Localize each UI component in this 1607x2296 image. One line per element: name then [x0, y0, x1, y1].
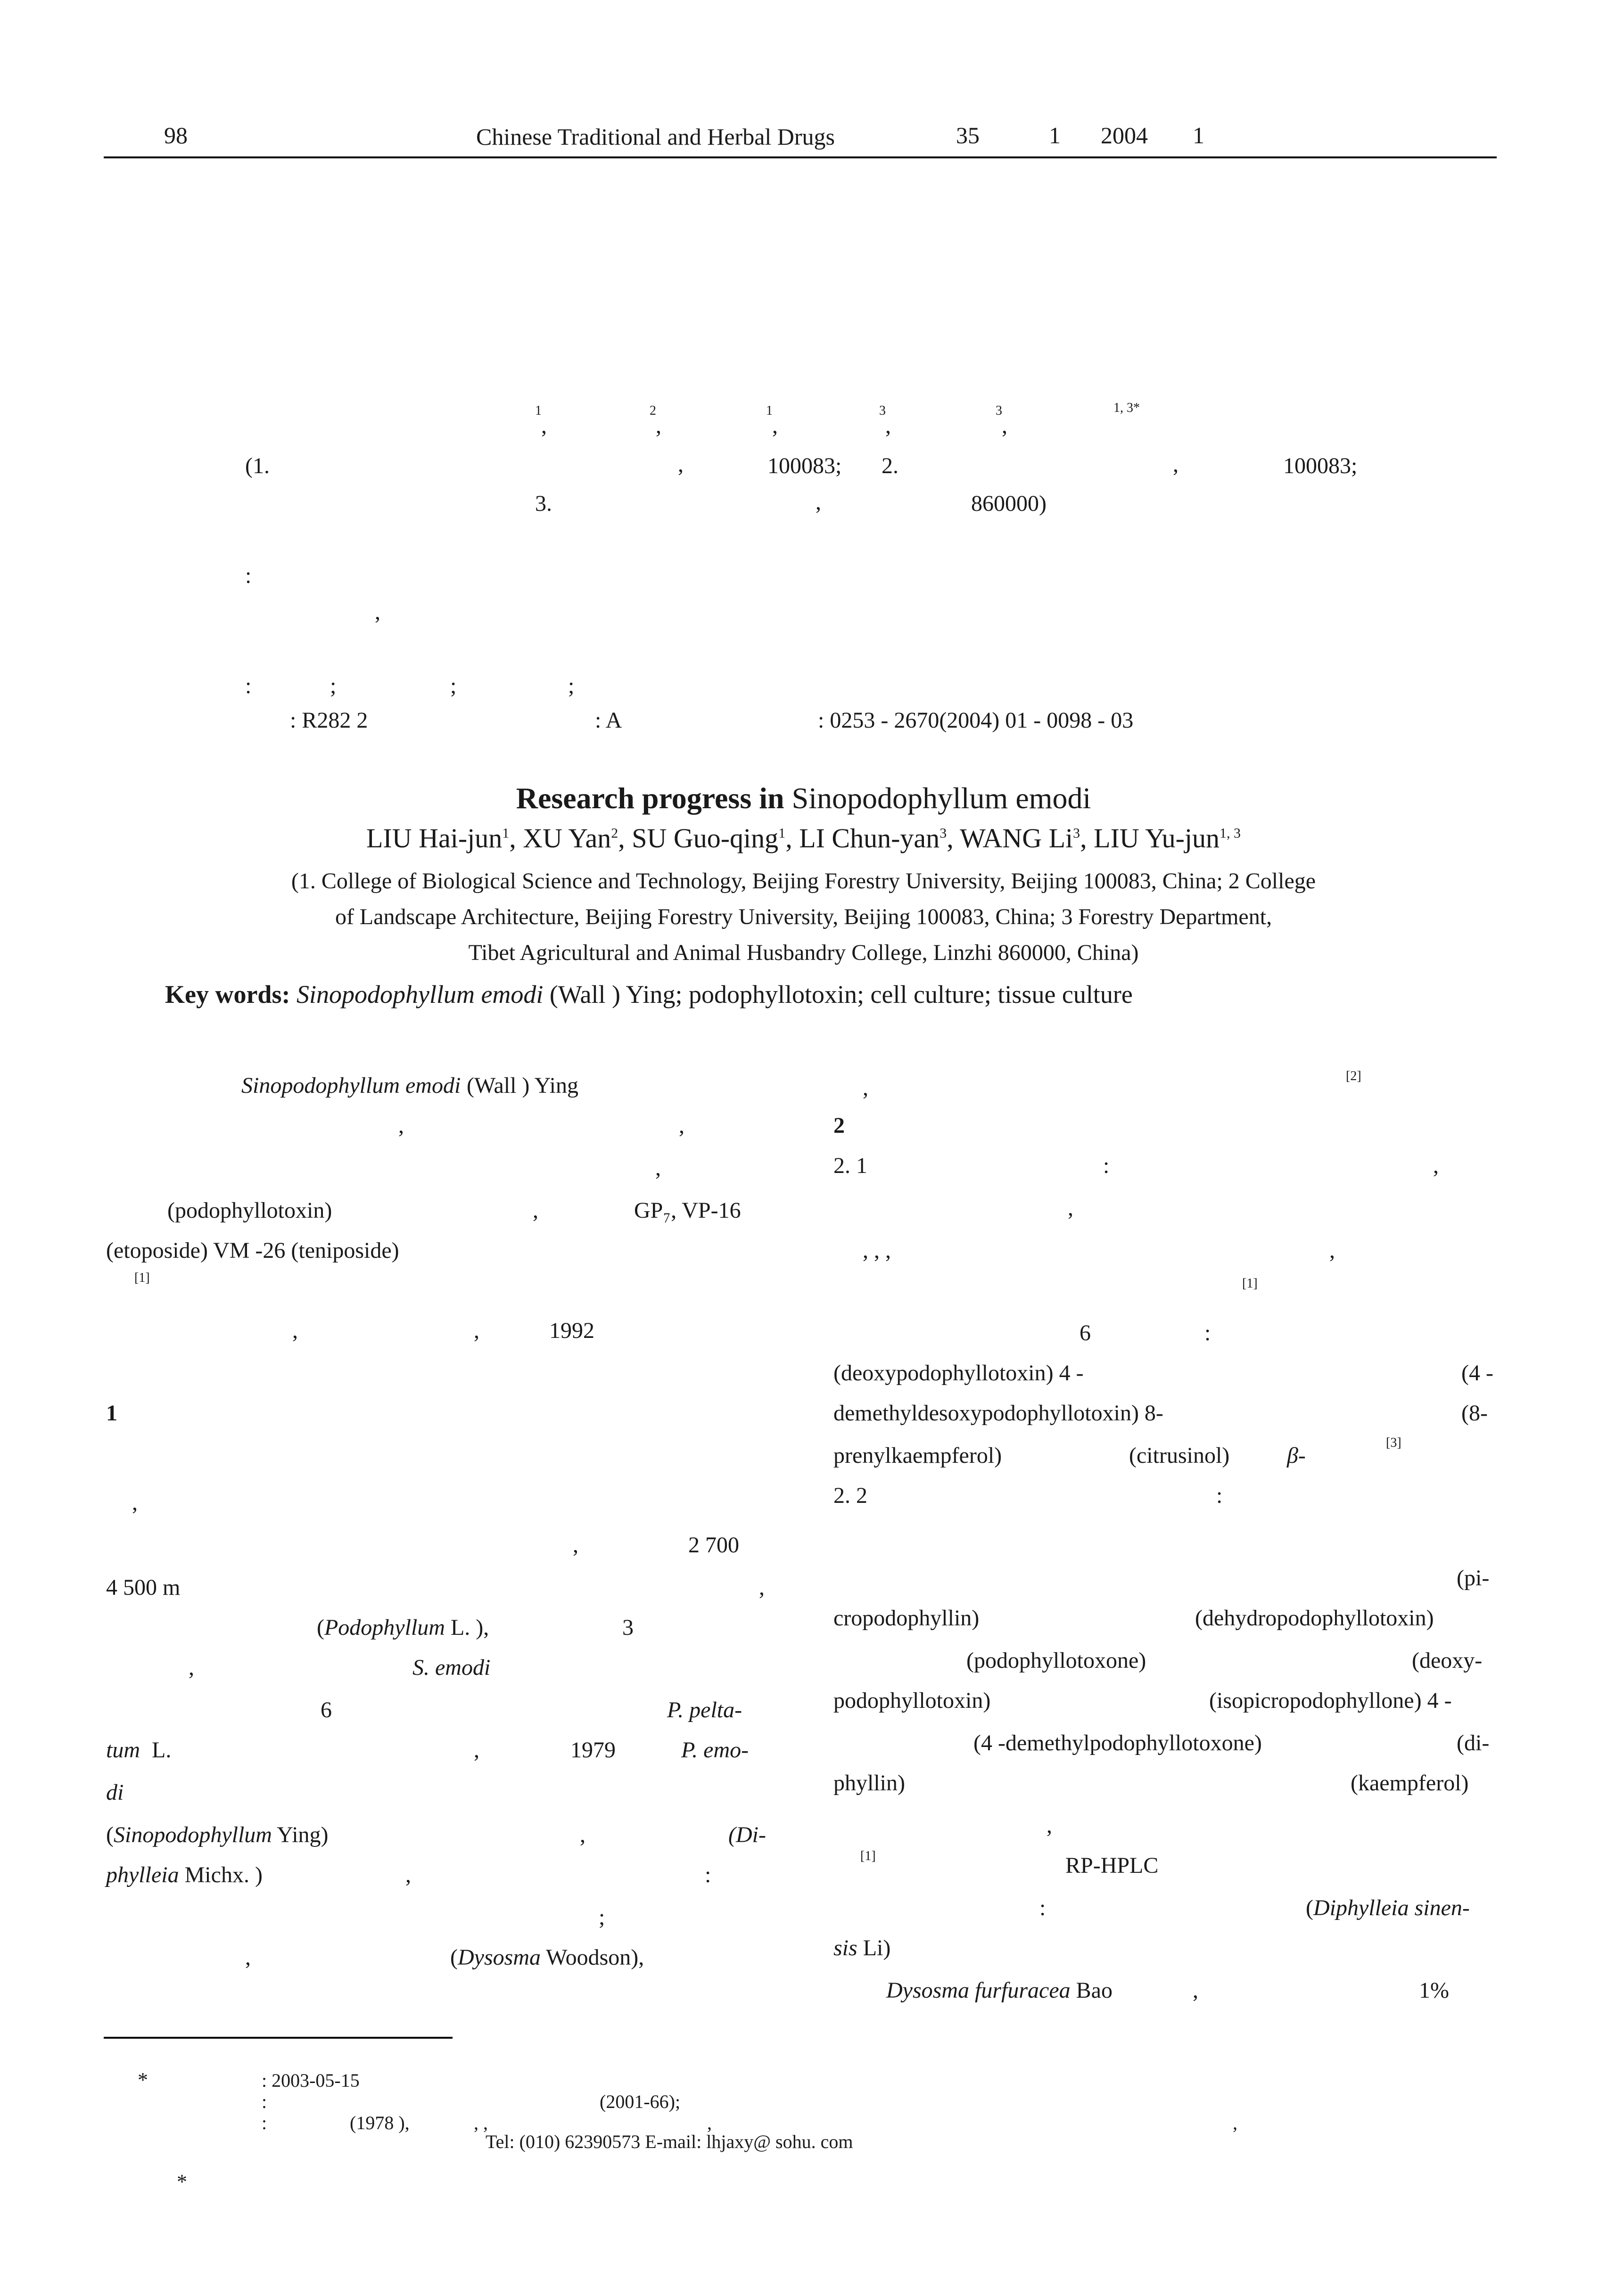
- text-run: ,: [292, 1318, 298, 1343]
- subsection-number: 2. 1: [833, 1153, 867, 1178]
- text-run: :: [1103, 1153, 1110, 1178]
- text-run: demethyldesoxypodophyllotoxin) 8-: [833, 1401, 1163, 1426]
- citation-ref: [3]: [1386, 1435, 1401, 1450]
- species-name: (Di-: [728, 1822, 766, 1847]
- text-run: (Wall ) Ying: [467, 1073, 578, 1098]
- text-run: :: [705, 1862, 711, 1887]
- title-species: Sinopodophyllum emodi: [791, 781, 1091, 815]
- grant-number: (2001-66);: [600, 2091, 681, 2112]
- text-run: ,: [679, 1113, 684, 1138]
- clc-number: : R282 2: [290, 708, 368, 733]
- footnote-mark: *: [177, 2170, 187, 2193]
- aff-mark: 2: [650, 403, 656, 418]
- text-run: :: [1204, 1320, 1211, 1345]
- author-separator: ,: [885, 413, 891, 438]
- text-run: ,: [245, 1945, 251, 1970]
- keywords-species: Sinopodophyllum emodi: [296, 980, 544, 1009]
- text-run: ,: [863, 1075, 868, 1100]
- text-run: (di-: [1457, 1730, 1490, 1755]
- text-run: ,: [189, 1655, 194, 1680]
- text-run: ;: [599, 1905, 605, 1930]
- english-authors: [0, 825, 1607, 852]
- aff-mark: 1: [535, 403, 542, 418]
- journal-name: Chinese Traditional and Herbal Drugs: [476, 123, 835, 150]
- species-name: P. emo-: [681, 1738, 749, 1763]
- keywords-sep: ;: [568, 673, 575, 698]
- species-name: Sinopodophyllum emodi: [241, 1073, 461, 1098]
- text-run: ,: [533, 1198, 538, 1223]
- text-run: ,: [759, 1575, 765, 1600]
- author: WANG Li$^3$,: [960, 823, 1087, 853]
- citation-ref: [1]: [134, 1271, 150, 1285]
- text-run: L.: [152, 1738, 172, 1763]
- text-run: ,: [580, 1822, 585, 1847]
- text-run: (etoposide) VM -26 (teniposide): [106, 1238, 399, 1263]
- text-run: prenylkaempferol): [833, 1443, 1002, 1468]
- english-title: [0, 783, 1607, 813]
- author-separator: ,: [541, 413, 547, 438]
- aff-comma: ,: [1173, 452, 1178, 477]
- english-affiliation-line: (1. College of Biological Science and Technology, Beijing Forestry University, Beijing 100083, China; 2 College: [291, 869, 1316, 894]
- species-name: di: [106, 1780, 124, 1805]
- text-run: ,: [398, 1113, 404, 1138]
- english-affiliation-line: of Landscape Architecture, Beijing Forestry University, Beijing 100083, China; 3 Forestry Department,: [335, 904, 1272, 929]
- text-run: ,: [573, 1533, 578, 1558]
- journal-volume: 35: [956, 122, 980, 148]
- text-run: (Diphylleia sinen-: [1306, 1895, 1470, 1920]
- text-run: GP₇, VP-16: [634, 1198, 741, 1223]
- keywords-sep: ;: [450, 673, 457, 698]
- aff-mark: 3: [879, 403, 886, 418]
- text-run: β-: [1287, 1443, 1306, 1468]
- text-run: 1%: [1419, 1978, 1449, 2003]
- text-run: podophyllotoxin): [833, 1688, 991, 1713]
- author-birth-year: (1978 ),: [350, 2112, 410, 2133]
- text-run: 6: [321, 1697, 332, 1722]
- keywords-colon: :: [245, 673, 252, 698]
- header-rule: [104, 156, 1497, 158]
- text-run: (kaempferol): [1351, 1771, 1469, 1796]
- text-run: phyllin): [833, 1771, 905, 1796]
- abstract-label-colon: :: [245, 563, 252, 588]
- text-run: ,: [1068, 1196, 1073, 1221]
- aff-zip: 860000): [971, 491, 1047, 516]
- citation-ref: [1]: [1242, 1276, 1258, 1291]
- text-run: ,: [474, 1738, 479, 1763]
- aff-zip: 100083;: [767, 453, 842, 478]
- author-separator: ,: [772, 413, 778, 438]
- text-run: 4 500 m: [106, 1575, 181, 1600]
- aff-mark: 1: [766, 403, 773, 418]
- aff-number: 3.: [535, 491, 552, 516]
- text-run: (Dysosma Woodson),: [450, 1945, 644, 1970]
- footnote-rule: [104, 2037, 453, 2039]
- author: LI Chun-yan$^3$,: [799, 823, 954, 853]
- text-run: 1979: [570, 1738, 616, 1763]
- section-heading-number: 2: [833, 1113, 845, 1138]
- text-run: ,: [1193, 1978, 1198, 2003]
- aff-mark-corresponding: 1, 3*: [1113, 401, 1140, 415]
- author: XU Yan$^2$,: [523, 823, 625, 853]
- text-run: 3: [622, 1615, 634, 1640]
- text-run: ,: [1047, 1813, 1052, 1838]
- author-separator: ,: [1002, 413, 1007, 438]
- text-run: phylleia Michx. ): [106, 1862, 263, 1887]
- aff-number: 2.: [882, 453, 898, 478]
- text-run: :: [1216, 1483, 1223, 1508]
- text-run: (citrusinol): [1129, 1443, 1230, 1468]
- text-run: (deoxy-: [1412, 1648, 1483, 1673]
- contact-info: Tel: (010) 62390573 E-mail: lhjaxy@ sohu. com: [486, 2131, 853, 2152]
- text-run: ,: [132, 1490, 138, 1515]
- text-run: sis Li): [833, 1935, 891, 1960]
- journal-issue: 1: [1049, 122, 1061, 148]
- text-run: ,: [655, 1156, 661, 1181]
- footnote-text: :: [262, 2091, 267, 2112]
- text-run: ,: [405, 1862, 411, 1887]
- aff-mark: 3: [996, 403, 1002, 418]
- text-run: ,: [474, 1318, 479, 1343]
- text-run: RP-HPLC: [1065, 1853, 1159, 1878]
- species-name: S. emodi: [412, 1655, 491, 1680]
- english-affiliation-line: Tibet Agricultural and Animal Husbandry College, Linzhi 860000, China): [468, 940, 1139, 965]
- journal-year: 2004: [1101, 122, 1148, 148]
- keywords-list: (Wall ) Ying; podophyllotoxin; cell culture; tissue culture: [549, 980, 1133, 1009]
- received-date: : 2003-05-15: [262, 2070, 360, 2091]
- article-number: : 0253 - 2670(2004) 01 - 0098 - 03: [818, 708, 1134, 733]
- aff-zip: 100083;: [1283, 453, 1358, 478]
- footnote-mark: *: [138, 2068, 148, 2091]
- footnote-text: ,: [1233, 2112, 1237, 2133]
- text-run: (podophyllotoxone): [966, 1648, 1146, 1673]
- text-run: Dysosma furfuracea Bao: [886, 1978, 1113, 2003]
- species-name: tum: [106, 1738, 140, 1763]
- text-run: (deoxypodophyllotoxin) 4 -: [833, 1361, 1084, 1386]
- citation-ref: [2]: [1346, 1069, 1361, 1083]
- keywords-label: Key words:: [165, 980, 290, 1009]
- subsection-number: 2. 2: [833, 1483, 867, 1508]
- author: LIU Hai-jun$^1$,: [366, 823, 516, 853]
- aff-comma: ,: [678, 452, 684, 477]
- text-run: (isopicropodophyllone) 4 -: [1209, 1688, 1452, 1713]
- text-run: (Sinopodophyllum Ying): [106, 1822, 329, 1847]
- text-run: 1992: [549, 1318, 594, 1343]
- aff-open: (1.: [245, 453, 270, 478]
- author: SU Guo-qing$^1$,: [632, 823, 792, 853]
- text-run: ,: [1329, 1238, 1335, 1263]
- section-heading-number: 1: [106, 1401, 117, 1426]
- author: LIU Yu-jun$^{1, 3}$: [1094, 823, 1241, 853]
- journal-month: 1: [1193, 122, 1204, 148]
- text-run: 2 700: [688, 1533, 739, 1558]
- citation-ref: [1]: [860, 1849, 876, 1863]
- text-run: (Podophyllum L. ),: [317, 1615, 489, 1640]
- document-code: : A: [595, 708, 622, 733]
- text-run: , , ,: [863, 1238, 891, 1263]
- title-prefix: Research progress in: [516, 781, 784, 815]
- text-run: (dehydropodophyllotoxin): [1195, 1606, 1434, 1631]
- author-separator: ,: [656, 413, 661, 438]
- english-keywords: [165, 982, 1133, 1007]
- page-number: 98: [164, 122, 188, 148]
- keywords-sep: ;: [330, 673, 337, 698]
- species-name: P. pelta-: [667, 1697, 742, 1722]
- text-run: cropodophyllin): [833, 1606, 980, 1631]
- abstract-comma: ,: [375, 599, 380, 624]
- text-run: ,: [1433, 1153, 1439, 1178]
- text-run: (4 -: [1461, 1361, 1493, 1386]
- footnote-text: ,: [707, 2112, 712, 2133]
- aff-comma: ,: [816, 490, 821, 515]
- footnote-text: :: [262, 2112, 267, 2133]
- text-run: (8-: [1461, 1401, 1488, 1426]
- text-run: (pi-: [1457, 1566, 1490, 1591]
- text-run: 6: [1080, 1320, 1091, 1345]
- footnote-text: , ,: [474, 2112, 488, 2133]
- text-run: :: [1039, 1895, 1046, 1920]
- text-run: (podophyllotoxin): [167, 1198, 332, 1223]
- text-run: (4 -demethylpodophyllotoxone): [973, 1730, 1262, 1755]
